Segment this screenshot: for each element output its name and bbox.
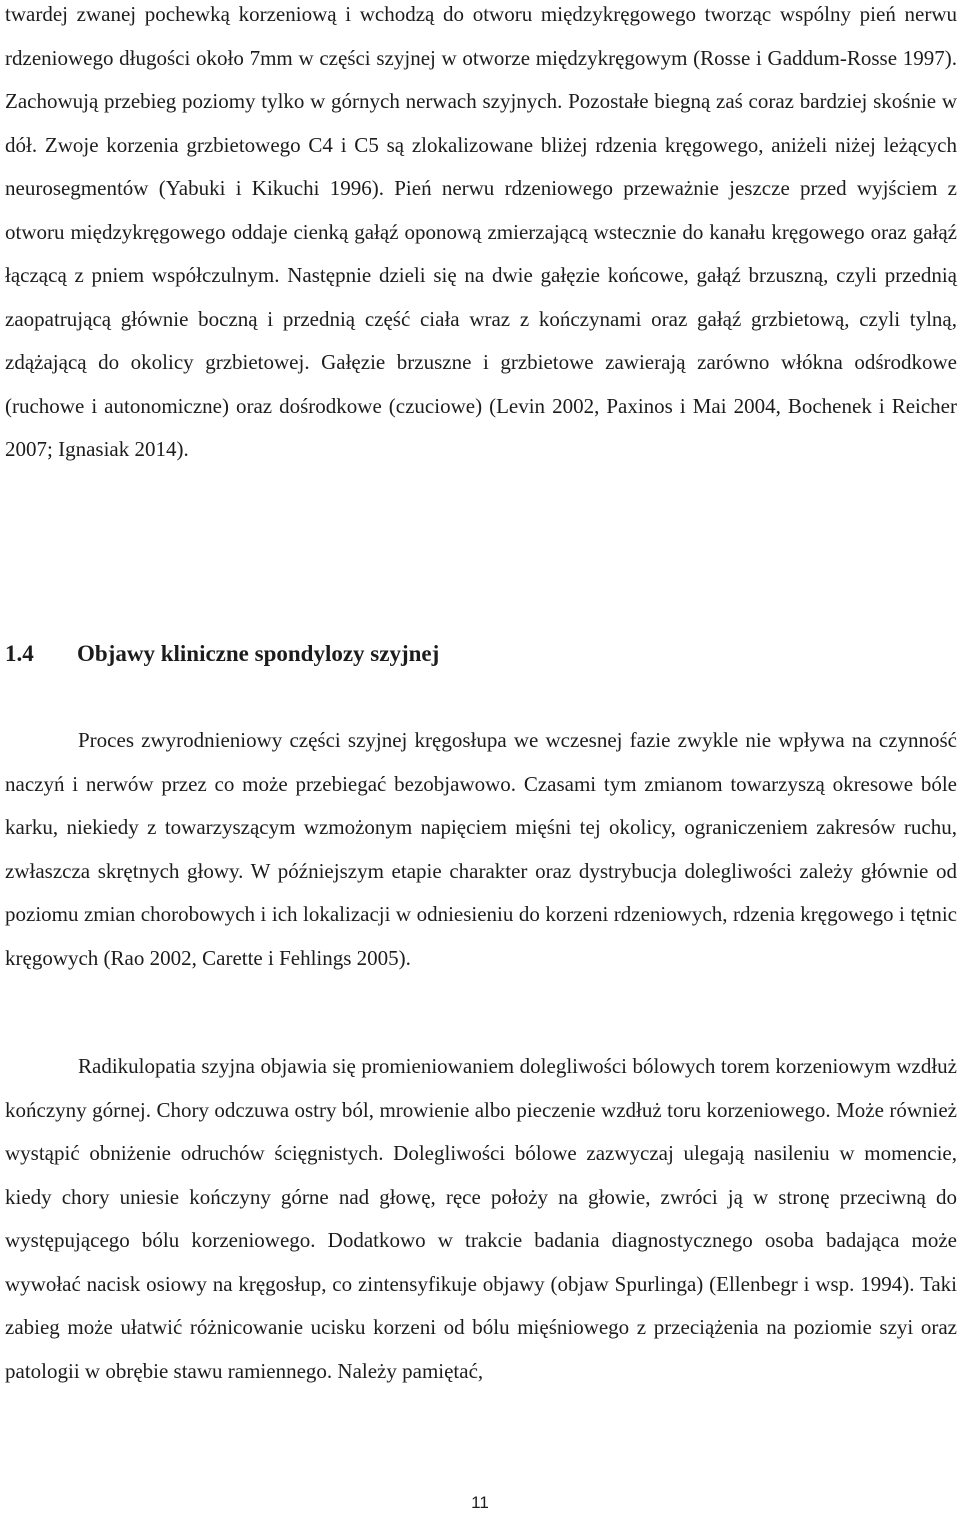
paragraph-nerve-roots: twardej zwanej pochewką korzeniową i wchodzą do otworu międzykręgowego tworząc wspólny pień nerwu rdzeniowego długości około 7mm w części szyjnej w otworze międzykręgowym (Rosse i Gaddum-Rosse 1997). Zachowują przebieg poziomy tylko w górnych nerwach szyjnych. Pozostałe biegną zaś coraz bardziej skośnie w dół. Zwoje korzenia grzbietowego C4 i C5 są zlokalizowane bliżej rdzenia kręgowego, aniżeli niżej leżących neurosegmentów (Yabuki i Kikuchi 1996). Pień nerwu rdzeniowego przeważnie jeszcze przed wyjściem z otworu międzykręgowego oddaje cienką gałąź oponową zmierzającą wstecznie do kanału kręgowego oraz gałąź łączącą z pniem współczulnym. Następnie dzieli się na dwie gałęzie końcowe, gałąź brzuszną, czyli przednią zaopatrującą głównie boczną i przednią część ciała wraz z kończynami oraz gałąź grzbietową, czyli tylną, zdążającą do okolicy grzbietowej. Gałęzie brzuszne i grzbietowe zawierają zarówno włókna odśrodkowe (ruchowe i autonomiczne) oraz dośrodkowe (czuciowe) (Levin 2002, Paxinos i Mai 2004, Bochenek i Reicher 2007; Ignasiak 2014). — [5, 2, 957, 461]
page-number: 11 — [471, 1493, 489, 1512]
paragraph-radiculopathy: Radikulopatia szyjna objawia się promieniowaniem dolegliwości bólowych torem korzeniowym wzdłuż kończyny górnej. Chory odczuwa ostry ból, mrowienie albo pieczenie wzdłuż toru korzeniowego. Może również wystąpić obniżenie odruchów ścięgnistych. Dolegliwości bólowe zazwyczaj ulegają nasileniu w momencie, kiedy chory uniesie kończyny górne nad głowę, ręce położy na głowie, zwróci ją w stronę przeciwną do występującego bólu korzeniowego. Dodatkowo w trakcie badania diagnostycznego osoba badająca może wywołać nacisk osiowy na kręgosłup, co zintensyfikuje objawy (objaw Spurlinga) (Ellenbegr i wsp. 1994). Taki zabieg może ułatwić różnicowanie ucisku korzeni od bólu mięśniowego z przeciążenia na poziomie szyi oraz patologii w obrębie stawu ramiennego. Należy pamiętać, — [5, 1054, 957, 1383]
section-title: Objawy kliniczne spondylozy szyjnej — [77, 641, 440, 666]
section-number: 1.4 — [5, 641, 34, 666]
section-heading — [5, 636, 439, 672]
paragraph-degenerative-process: Proces zwyrodnieniowy części szyjnej kręgosłupa we wczesnej fazie zwykle nie wpływa na czynność naczyń i nerwów przez co może przebiegać bezobjawowo. Czasami tym zmianom towarzyszą okresowe bóle karku, niekiedy z towarzyszącym wzmożonym napięciem mięśni tej okolicy, ograniczeniem zakresów ruchu, zwłaszcza skrętnych głowy. W późniejszym etapie charakter oraz dystrybucja dolegliwości zależy głównie od poziomu zmian chorobowych i ich lokalizacji w odniesieniu do korzeni rdzeniowych, rdzenia kręgowego i tętnic kręgowych (Rao 2002, Carette i Fehlings 2005). — [5, 728, 957, 970]
